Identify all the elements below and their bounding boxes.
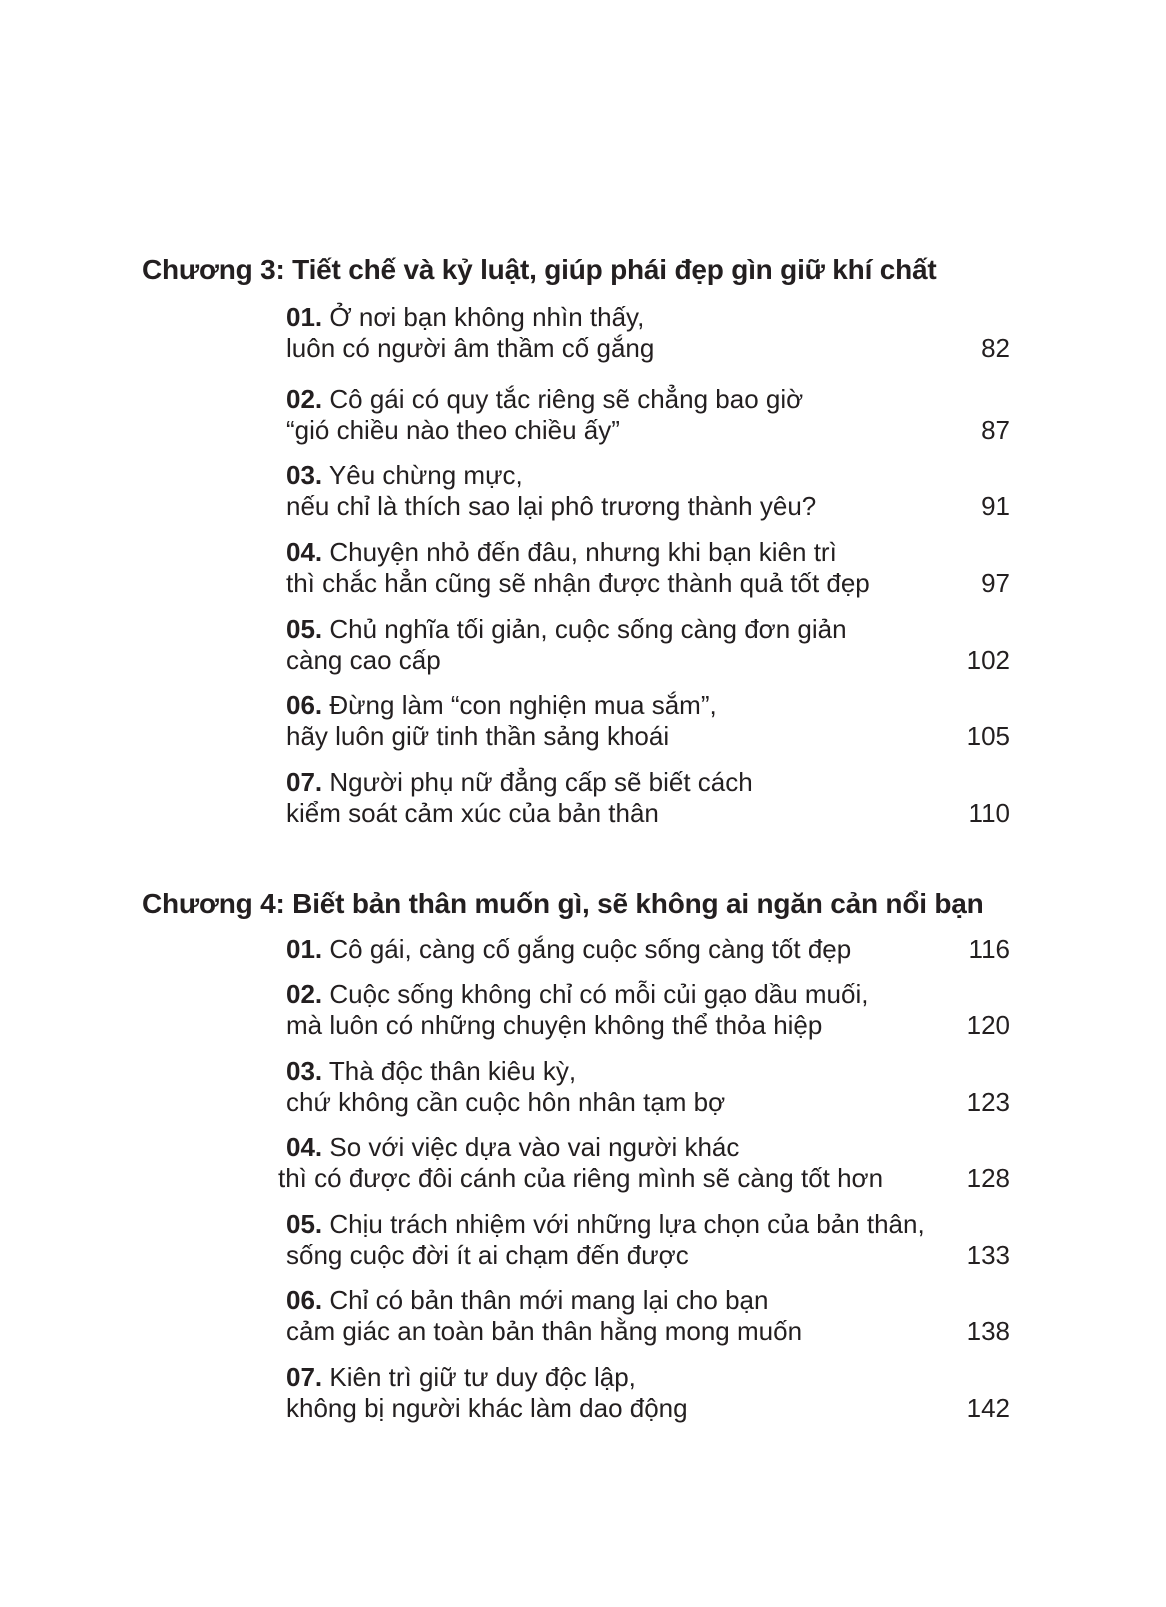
page-number: 133 (966, 1240, 1010, 1270)
entry-title-line-2: kiểm soát cảm xúc của bản thân (286, 798, 659, 828)
entry-title-line-1: Thà độc thân kiêu kỳ, (322, 1056, 577, 1086)
toc-entry[interactable] (286, 1362, 1010, 1424)
entry-title-line-2: thì chắc hẳn cũng sẽ nhận được thành quả tốt đẹp (286, 568, 870, 598)
page-number: 102 (966, 645, 1010, 675)
entry-title-line-1: Đừng làm “con nghiện mua sắm”, (322, 690, 717, 720)
entry-title-line-1: Cô gái, càng cố gắng cuộc sống càng tốt đẹp (322, 934, 852, 964)
entry-title-line-1: Chuyện nhỏ đến đâu, nhưng khi bạn kiên trì (322, 537, 837, 567)
page-number: 82 (981, 333, 1010, 363)
entry-title-line-2: “gió chiều nào theo chiều ấy” (286, 415, 620, 445)
page-number: 123 (966, 1087, 1010, 1117)
page-number: 142 (966, 1393, 1010, 1423)
entry-title-line-1: Người phụ nữ đẳng cấp sẽ biết cách (322, 767, 753, 797)
page-number: 110 (968, 798, 1010, 828)
entry-number: 07. (286, 767, 323, 797)
entry-number: 05. (286, 614, 323, 644)
toc-entry[interactable] (286, 934, 1010, 965)
entry-title-line-1: Cô gái có quy tắc riêng sẽ chẳng bao giờ (322, 384, 804, 414)
entry-title-line-2: luôn có người âm thầm cố gắng (286, 333, 655, 363)
page-number: 87 (981, 415, 1010, 445)
toc-entry[interactable] (286, 979, 1010, 1041)
entry-number: 06. (286, 1285, 323, 1315)
entry-title-line-2: không bị người khác làm dao động (286, 1393, 688, 1423)
entry-number: 03. (286, 460, 323, 490)
toc-entry[interactable] (286, 384, 1010, 446)
entry-number: 05. (286, 1209, 323, 1239)
entry-title-line-2: mà luôn có những chuyện không thể thỏa hiệp (286, 1010, 823, 1040)
page-number: 91 (981, 491, 1010, 521)
entry-number: 07. (286, 1362, 323, 1392)
toc-entry[interactable] (286, 537, 1010, 599)
entry-title-line-1: Kiên trì giữ tư duy độc lập, (322, 1362, 636, 1392)
toc-entry[interactable] (286, 460, 1010, 522)
entry-number: 04. (286, 1132, 323, 1162)
toc-entry[interactable] (286, 1285, 1010, 1347)
entry-number: 03. (286, 1056, 323, 1086)
page-number: 97 (981, 568, 1010, 598)
entry-number: 04. (286, 537, 323, 567)
toc-entry[interactable] (286, 767, 1010, 829)
toc-entry[interactable] (286, 1056, 1010, 1118)
entry-title-line-1: Cuộc sống không chỉ có mỗi củi gạo dầu muối, (322, 979, 869, 1009)
page-number: 120 (966, 1010, 1010, 1040)
entry-title-line-1: Chịu trách nhiệm với những lựa chọn của bản thân, (322, 1209, 925, 1239)
entry-title-line-2: chứ không cần cuộc hôn nhân tạm bợ (286, 1087, 726, 1117)
toc-entry[interactable] (278, 1132, 1010, 1194)
chapter-title: Chương 3: Tiết chế và kỷ luật, giúp phái đẹp gìn giữ khí chất (142, 254, 937, 285)
entry-title-line-2: nếu chỉ là thích sao lại phô trương thành yêu? (286, 491, 817, 521)
entry-number: 01. (286, 302, 323, 332)
entry-title-line-1: So với việc dựa vào vai người khác (322, 1132, 740, 1162)
toc-entry[interactable] (286, 302, 1010, 364)
toc-entry[interactable] (286, 690, 1010, 752)
entry-number: 02. (286, 384, 323, 414)
entry-title-line-1: Ở nơi bạn không nhìn thấy, (322, 302, 645, 332)
entry-title-line-1: Chủ nghĩa tối giản, cuộc sống càng đơn giản (322, 614, 847, 644)
entry-title-line-2: thì có được đôi cánh của riêng mình sẽ càng tốt hơn (278, 1163, 884, 1193)
toc-entry[interactable] (286, 1209, 1010, 1271)
entry-title-line-2: càng cao cấp (286, 645, 441, 675)
chapter-title: Chương 4: Biết bản thân muốn gì, sẽ không ai ngăn cản nổi bạn (142, 888, 984, 919)
entry-title-line-2: hãy luôn giữ tinh thần sảng khoái (286, 721, 670, 751)
page-number: 128 (966, 1163, 1010, 1193)
entry-title-line-1: Chỉ có bản thân mới mang lại cho bạn (322, 1285, 769, 1315)
page-number: 138 (966, 1316, 1010, 1346)
entry-number: 02. (286, 979, 323, 1009)
page-number: 105 (966, 721, 1010, 751)
entry-number: 01. (286, 934, 323, 964)
page-number: 116 (968, 934, 1010, 964)
entry-title-line-2: sống cuộc đời ít ai chạm đến được (286, 1240, 689, 1270)
entry-title-line-1: Yêu chừng mực, (322, 460, 523, 490)
entry-title-line-2: cảm giác an toàn bản thân hằng mong muốn (286, 1316, 803, 1346)
toc-entry[interactable] (286, 614, 1010, 676)
entry-number: 06. (286, 690, 323, 720)
